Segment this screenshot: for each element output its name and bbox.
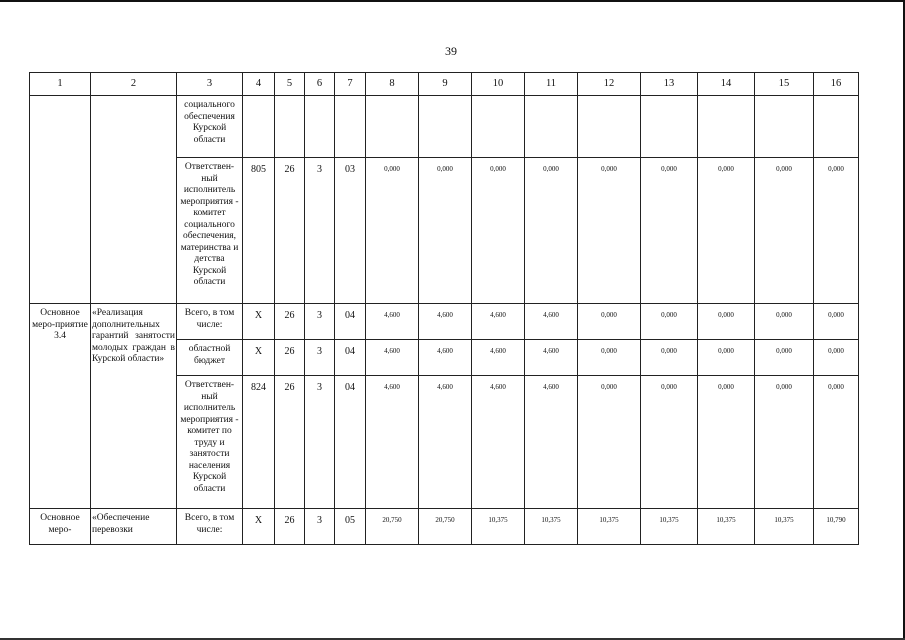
code-cell: Х <box>243 509 275 545</box>
value-cell: 4,600 <box>472 340 525 376</box>
value-cell <box>814 96 859 158</box>
header-cell: 3 <box>177 73 243 96</box>
header-row <box>30 73 859 96</box>
value-cell: 10,375 <box>755 509 814 545</box>
measure-cell: Основное меро-приятие 3.4 <box>30 304 91 509</box>
value-cell: 0,000 <box>578 340 641 376</box>
code-cell: 26 <box>275 158 305 304</box>
value-cell: 4,600 <box>419 340 472 376</box>
value-cell: 0,000 <box>698 376 755 509</box>
value-cell: 0,000 <box>814 304 859 340</box>
value-cell: 0,000 <box>755 158 814 304</box>
value-cell: 0,000 <box>641 158 698 304</box>
value-cell: 0,000 <box>814 376 859 509</box>
value-cell: 10,375 <box>698 509 755 545</box>
code-cell: 3 <box>305 304 335 340</box>
header-cell: 11 <box>525 73 578 96</box>
header-cell: 2 <box>91 73 177 96</box>
code-cell: 04 <box>335 304 366 340</box>
value-cell: 4,600 <box>366 304 419 340</box>
code-cell: 26 <box>275 340 305 376</box>
value-cell: 0,000 <box>419 158 472 304</box>
table-row <box>30 304 859 340</box>
source-cell: Ответствен-ный исполнитель мероприятия - комитет социального обеспечения, материнства и детства Курской области <box>177 158 243 304</box>
value-cell: 10,375 <box>641 509 698 545</box>
value-cell: 4,600 <box>525 304 578 340</box>
value-cell <box>525 96 578 158</box>
value-cell: 0,000 <box>578 158 641 304</box>
header-cell: 6 <box>305 73 335 96</box>
code-cell: 04 <box>335 340 366 376</box>
budget-table <box>29 72 859 545</box>
code-cell <box>243 96 275 158</box>
code-cell: 26 <box>275 376 305 509</box>
value-cell: 4,600 <box>472 304 525 340</box>
header-cell: 9 <box>419 73 472 96</box>
code-cell: 3 <box>305 509 335 545</box>
code-cell: 3 <box>305 158 335 304</box>
value-cell: 0,000 <box>366 158 419 304</box>
code-cell: 26 <box>275 304 305 340</box>
value-cell: 0,000 <box>698 340 755 376</box>
measure-cell: Основное меро- <box>30 509 91 545</box>
value-cell <box>698 96 755 158</box>
page-number: 39 <box>445 44 457 58</box>
value-cell: 20,750 <box>419 509 472 545</box>
source-cell: Ответствен-ный исполнитель мероприятия - комитет по труду и занятости населения Курской области <box>177 376 243 509</box>
value-cell: 4,600 <box>366 376 419 509</box>
value-cell <box>419 96 472 158</box>
value-cell: 0,000 <box>578 376 641 509</box>
value-cell: 0,000 <box>755 376 814 509</box>
value-cell: 0,000 <box>698 304 755 340</box>
measure-cell <box>30 96 91 304</box>
value-cell: 0,000 <box>755 340 814 376</box>
value-cell: 0,000 <box>472 158 525 304</box>
value-cell: 0,000 <box>755 304 814 340</box>
code-cell: 805 <box>243 158 275 304</box>
header-cell: 10 <box>472 73 525 96</box>
header-cell: 15 <box>755 73 814 96</box>
source-cell: областной бюджет <box>177 340 243 376</box>
code-cell <box>335 96 366 158</box>
value-cell: 0,000 <box>578 304 641 340</box>
value-cell: 4,600 <box>419 304 472 340</box>
value-cell: 10,375 <box>578 509 641 545</box>
value-cell: 4,600 <box>366 340 419 376</box>
value-cell <box>755 96 814 158</box>
value-cell: 4,600 <box>525 376 578 509</box>
header-cell: 8 <box>366 73 419 96</box>
code-cell: 3 <box>305 376 335 509</box>
code-cell <box>305 96 335 158</box>
header-cell: 14 <box>698 73 755 96</box>
source-cell: Всего, в том числе: <box>177 304 243 340</box>
value-cell <box>578 96 641 158</box>
value-cell: 0,000 <box>641 376 698 509</box>
measure-name-cell <box>91 96 177 304</box>
measure-name-cell: «Реализация дополнительных гарантий занятости молодых граждан в Курской области» <box>91 304 177 509</box>
value-cell <box>366 96 419 158</box>
source-cell: Всего, в том числе: <box>177 509 243 545</box>
code-cell: 03 <box>335 158 366 304</box>
header-cell: 13 <box>641 73 698 96</box>
value-cell: 0,000 <box>698 158 755 304</box>
value-cell: 0,000 <box>641 340 698 376</box>
value-cell: 0,000 <box>641 304 698 340</box>
value-cell: 4,600 <box>525 340 578 376</box>
source-cell: социального обеспечения Курской области <box>177 96 243 158</box>
page-top-border <box>0 0 905 2</box>
value-cell: 10,375 <box>525 509 578 545</box>
value-cell: 0,000 <box>814 158 859 304</box>
code-cell: Х <box>243 340 275 376</box>
header-cell: 16 <box>814 73 859 96</box>
header-cell: 7 <box>335 73 366 96</box>
value-cell: 0,000 <box>525 158 578 304</box>
value-cell: 10,790 <box>814 509 859 545</box>
value-cell: 20,750 <box>366 509 419 545</box>
value-cell <box>641 96 698 158</box>
table-row <box>30 96 859 158</box>
value-cell: 0,000 <box>814 340 859 376</box>
value-cell: 4,600 <box>419 376 472 509</box>
code-cell: 04 <box>335 376 366 509</box>
value-cell: 4,600 <box>472 376 525 509</box>
code-cell: 3 <box>305 340 335 376</box>
header-cell: 1 <box>30 73 91 96</box>
header-cell: 4 <box>243 73 275 96</box>
measure-name-cell: «Обеспечение перевозки <box>91 509 177 545</box>
code-cell <box>275 96 305 158</box>
value-cell <box>472 96 525 158</box>
code-cell: 824 <box>243 376 275 509</box>
code-cell: Х <box>243 304 275 340</box>
table-row <box>30 509 859 545</box>
value-cell: 10,375 <box>472 509 525 545</box>
code-cell: 26 <box>275 509 305 545</box>
header-cell: 12 <box>578 73 641 96</box>
header-cell: 5 <box>275 73 305 96</box>
code-cell: 05 <box>335 509 366 545</box>
